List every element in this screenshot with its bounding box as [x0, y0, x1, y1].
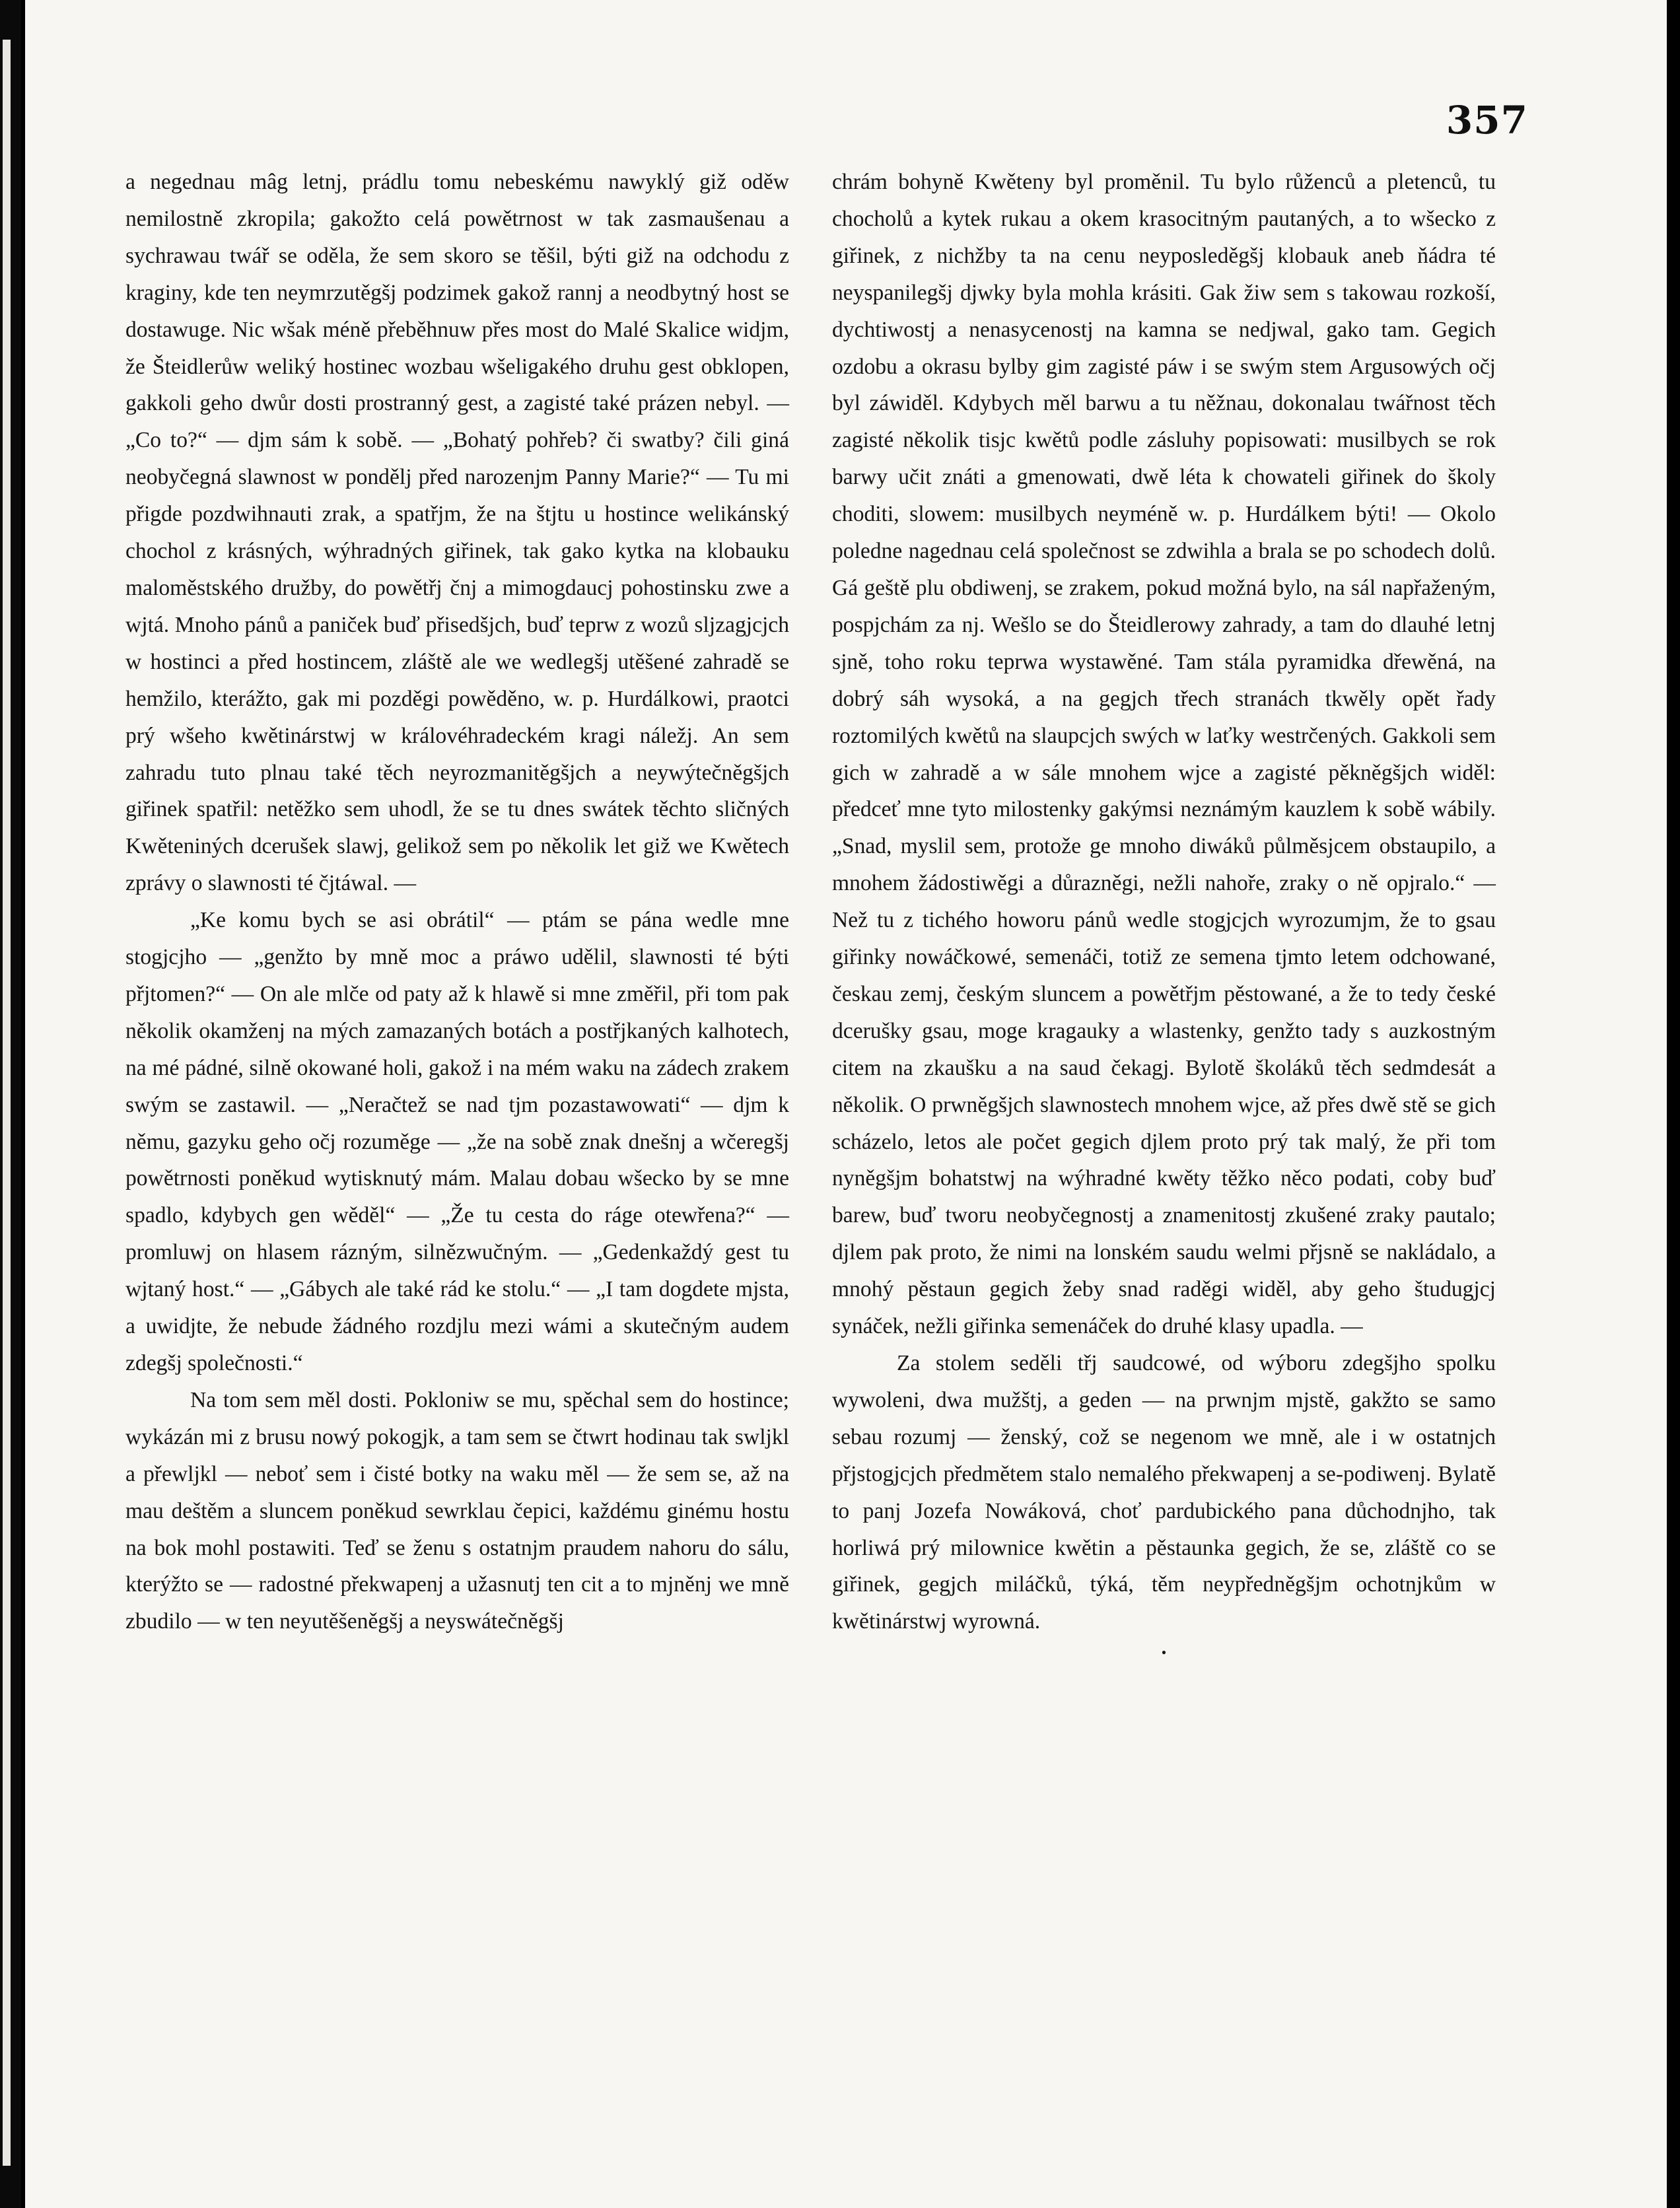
stray-print-mark: • — [1161, 1644, 1167, 1661]
paragraph: „Ke komu bych se asi obrátil“ — ptám se pána wedle mne stogjcjho — „genžto by mně moc a práwo udělil, slawnosti té býti přjtomen?“ — On ale mlče od paty až k hlawě si mne změřil, při tom pak několik okamženj na mých zamazaných botách a postřjkaných kalhotech, na mé pádné, silně okowané holi, gakož i na mém waku na zádech zrakem swým se zastawil. — „Neračtež se nad tjm pozastawowati“ — djm k němu, gazyku geho očj rozuměge — „že na sobě znak dnešnj a wčeregšj powětrnosti poněkud wytisknutý mám. Malau dobau wšecko by se mne spadlo, kdybych gen wěděl“ — „Že tu cesta do ráge otewřena?“ — promluwj on hlasem rázným, silnězwučným. — „Gedenkaždý gest tu wjtaný host.“ — „Gábych ale také rád ke stolu.“ — „I tam dogdete mjsta, a uwidjte, že nebude žádného rozdjlu mezi wámi a skutečným audem zdegšj společnosti.“ — [125, 908, 789, 1375]
paragraph: chrám bohyně Kwěteny byl proměnil. Tu bylo růženců a pletenců, tu chocholů a kytek rukau a okem krasocitným pautaných, a to wšecko z giřinek, z nichžby ta na cenu neyposleděgšj klobauk aneb ňádra té neyspanilegšj djwky byla mohla krásiti. Gak žiw sem s takowau rozkoší, dychtiwostj a nenasycenostj na kamna se nedjwal, gako tam. Gegich ozdobu a okrasu bylby gim zagisté páw i se swým stem Argusowých očj byl záwiděl. Kdybych měl barwu a tu něžnau, dokonalau twářnost těch zagisté několik tisjc kwětů podle zásluhy popisowati: musilbych se rok barwy učit znáti a gmenowati, dwě léta k chowateli giřinek do školy choditi, slowem: musilbych neyméně w. p. Hurdálkem býti! — Okolo poledne nagednau celá společnost se zdwihla a brala se po schodech dolů. Gá geště plu obdiwenj, se zrakem, pokud možná bylo, na sál napřaženým, pospjchám za nj. Wešlo se do Šteidlerowy zahrady, a tam do dlauhé letnj sjně, toho roku teprwa wystawěné. Tam stála pyramidka dřewěná, na dobrý sáh wysoká, a na gegjch třech stranách tkwěly opět řady roztomilých kwětů na slaupcjch swých w laťky westrčených. Gakkoli sem gich w zahradě a w sále mnohem wjce a zagisté pěkněgšjch widěl: předceť mne tyto milostenky gakýmsi neznámým kauzlem k sobě wábily. „Snad, myslil sem, protože ge mnoho diwáků půlměsjcem obstaupilo, a mnohem žádostiwěgi a důrazněgi, nežli nahoře, zraky o ně opjralo.“ — Než tu z tichého howoru pánů wedle stogjcjch wyrozumjm, že to gsau giřinky nowáčkowé, semenáči, totiž ze semena tjmto letem odchowané, českau zemj, českým sluncem a powětřjm pěstowané, a že to tedy české dcerušky gsau, moge kragauky a wlastenky, genžto tady s auzkostným citem na zkaušku a na saud čekagj. Bylotě školáků těch sedmdesát a několik. O prwněgšjch slawnostech mnohem wjce, až přes dwě stě se gich scházelo, letos ale počet gegich djlem proto prý tak malý, že při tom nyněgšjm bohatstwj na wýhradné kwěty těžko něco podati, coby buď barew, buď tworu neobyčegnostj a znamenitostj zkušené zraky pautalo; djlem pak proto, že nimi na lonském saudu welmi přjsně se nakládalo, a mnohý pěstaun gegich žeby snad raděgi widěl, aby geho študugjcj synáček, nežli giřinka semenáček do druhé klasy upadla. — — [832, 170, 1496, 1339]
adjacent-page-edge — [0, 0, 21, 2208]
paragraph: Na tom sem měl dosti. Pokloniw se mu, spěchal sem do hostince; wykázán mi z brusu nowý pokogjk, a tam sem se čtwrt hodinau tak swljkl a přewljkl — neboť sem i čisté botky na waku měl — že sem se, až na mau deštěm a sluncem poněkud sewrklau čepici, každému ginému hostu na bok mohl postawiti. Teď se ženu s ostatnjm praudem nahoru do sálu, kterýžto se — radostné překwapenj a užasnutj ten cit a to mjněnj we mně zbudilo — w ten neyutěšeněgšj a neyswátečněgšj — [125, 1387, 789, 1634]
text-column-left — [125, 164, 789, 1640]
paragraph: a negednau mâg letnj, prádlu tomu nebeskému nawyklý giž oděw nemilostně zkropila; gakožto celá powětrnost w tak zasmaušenau a sychrawau twář se oděla, že sem skoro se těšil, býti giž na odchodu z kraginy, kde ten neymrzutěgšj podzimek gakož rannj a neodbytný host se dostawuge. Nic wšak méně přeběhnuw přes most do Malé Skalice widjm, že Šteidlerůw weliký hostinec wozbau wšeligakého druhu gest obklopen, gakkoli geho dwůr dosti prostranný gest, a zagisté také prázen nebyl. — „Co to?“ — djm sám k sobě. — „Bohatý pohřeb? či swatby? čili giná neobyčegná slawnost w pondělj před narozenjm Panny Marie?“ — Tu mi přigde pozdwihnauti zrak, a spatřjm, že na štjtu u hostince welikánský chochol z krásných, wýhradných giřinek, tak gako kytka na klobauku maloměstského družby, do powětřj čnj a mimogdaucj pohostinsku zwe a wjtá. Mnoho pánů a paniček buď přisedšjch, buď teprw z wozů sljzagjcjch w hostinci a před hostincem, zláště ale we wedlegšj utěšené zahradě se hemžilo, kterážto, gak mi pozděgi powěděno, w. p. Hurdálkowi, praotci prý wšeho kwětinárstwj w královéhradeckém kragi náležj. An sem zahradu tuto plnau také těch neyrozmanitěgšjch a neywýtečněgšjch giřinek spatřil: netěžko sem uhodl, že se tu dnes swátek těchto sličných Kwěteniných dcerušek slawj, gelikož sem po několik let giž we Kwětech zprávy o slawnosti té čjtáwal. — — [125, 170, 789, 896]
page-number: 357 — [1446, 98, 1528, 143]
book-page — [25, 0, 1667, 2208]
text-column-right — [832, 164, 1496, 1663]
paragraph: Za stolem seděli třj saudcowé, od wýboru zdegšjho spolku wywoleni, dwa mužštj, a geden — na prwnjm mjstě, gakžto se samo sebau rozumj — ženský, což se negenom we mně, ale i w ostatnjch přjstogjcjch předmětem stalo nemalého překwapenj a se-podiwenj. Bylatě to panj Jozefa Nowáková, choť pardubického pana důchodnjho, tak horliwá prý milownice kwětin a pěstaunka gegich, že se, zláště co se giřinek, gegjch miláčků, týká, těm neypředněgšjm ochotnjkům w kwětinárstwj wyrowná. — [832, 1351, 1496, 1634]
